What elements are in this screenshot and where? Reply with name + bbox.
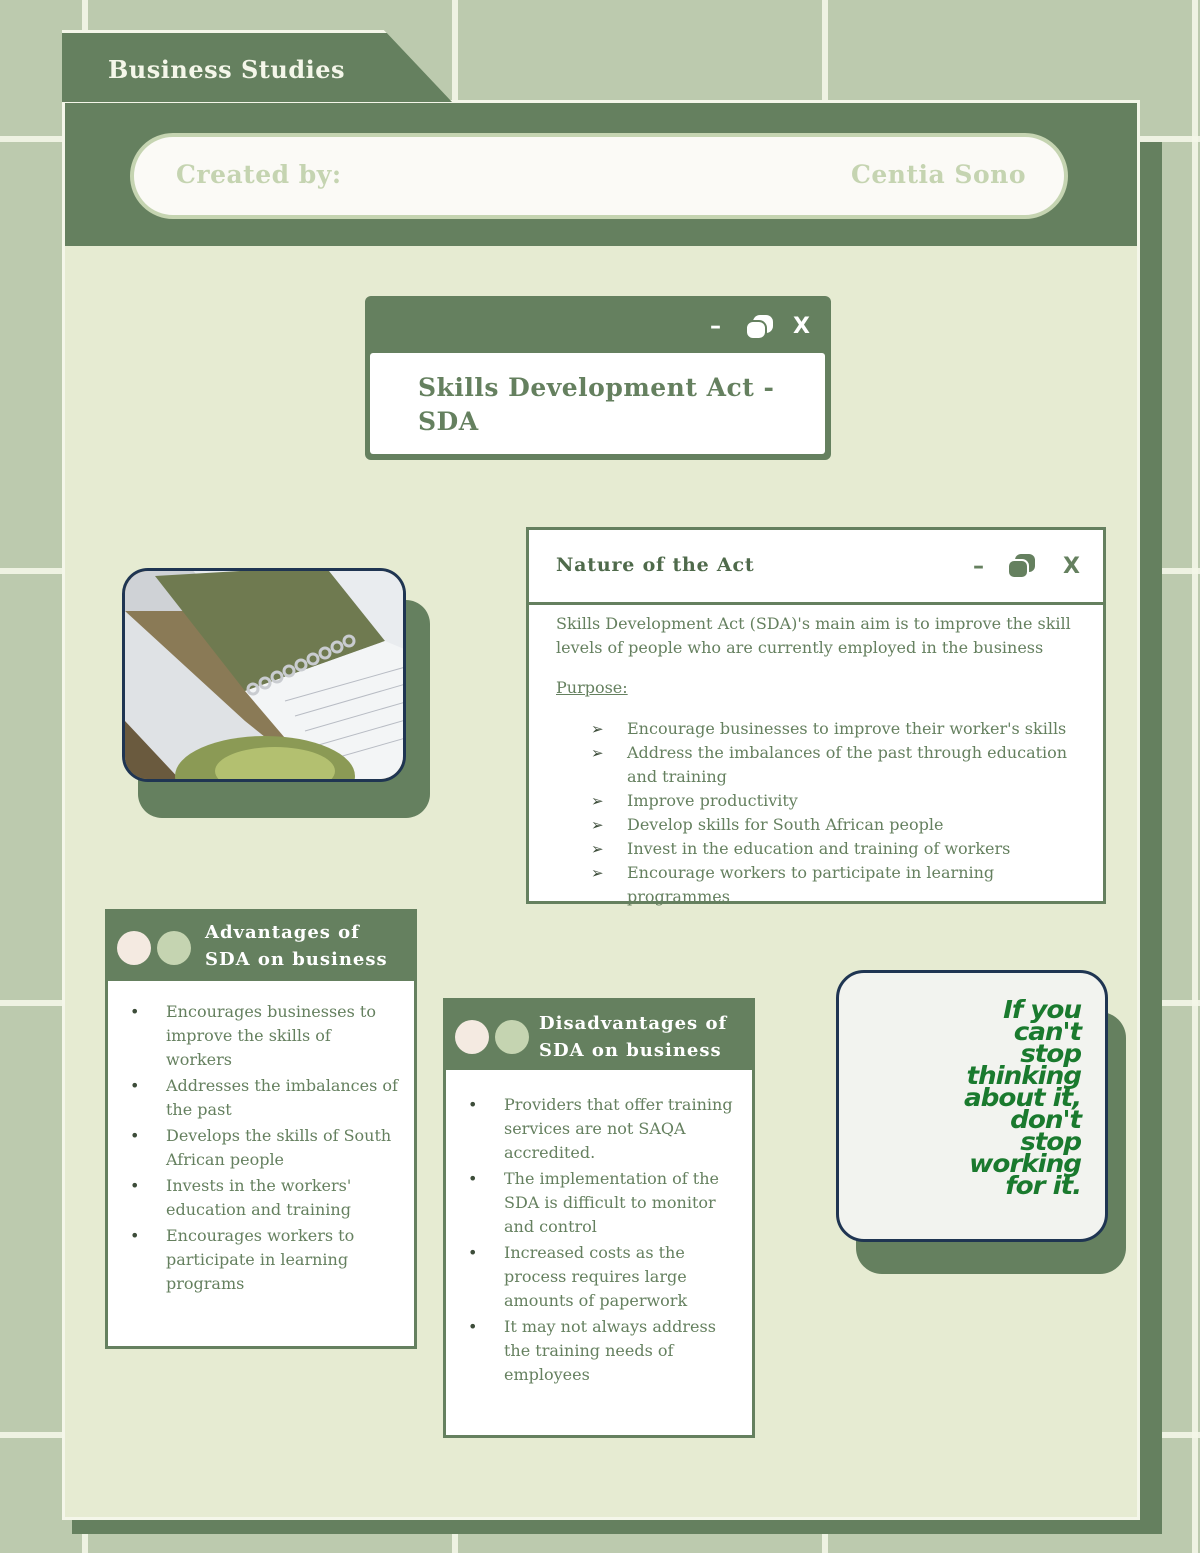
disadvantages-card-header — [443, 998, 755, 1070]
list-item — [591, 813, 1091, 837]
disadvantages-title — [539, 1010, 727, 1064]
list-item: • Invests in the workers' education and training — [130, 1174, 400, 1222]
created-by-label: Created by: — [176, 160, 342, 189]
arrow-bullet-icon: ➢ — [591, 744, 604, 762]
disadvantages-card — [443, 998, 755, 1438]
purpose-list — [591, 717, 1091, 909]
list-item — [591, 837, 1091, 861]
restore-icon[interactable] — [1005, 552, 1039, 586]
list-item: • Encourages workers to participate in learning programs — [130, 1224, 400, 1296]
close-button[interactable]: X — [1063, 554, 1080, 579]
list-item: • Develops the skills of South African people — [130, 1124, 400, 1172]
advantages-card-header — [105, 909, 417, 981]
minimize-button[interactable]: – — [973, 554, 984, 579]
quote-line: If you — [1003, 995, 1081, 1024]
advantages-title-line1: Advantages of — [205, 922, 360, 943]
list-item: • The implementation of the SDA is difficult to monitor and control — [468, 1167, 738, 1239]
dot-icon — [455, 1020, 489, 1054]
purpose-item: Invest in the education and training of workers — [627, 839, 1011, 858]
disadvantages-list — [468, 1093, 738, 1389]
list-item: • Increased costs as the process requires large amounts of paperwork — [468, 1241, 738, 1313]
purpose-item: Encourage workers to participate in learning programmes — [627, 863, 995, 906]
list-item: • Providers that offer training services are not SAQA accredited. — [468, 1093, 738, 1165]
title-window — [365, 296, 831, 460]
purpose-item: Develop skills for South African people — [627, 815, 944, 834]
close-button[interactable]: X — [793, 314, 810, 339]
restore-icon[interactable] — [743, 312, 777, 346]
dot-icon — [157, 931, 191, 965]
arrow-bullet-icon: ➢ — [591, 720, 604, 738]
list-item — [591, 789, 1091, 813]
list-item — [591, 741, 1091, 789]
nature-intro: Skills Development Act (SDA)'s main aim is to improve the skill levels of people who are currently employed in the business — [556, 614, 1071, 657]
quote-card — [836, 970, 1108, 1242]
quote-line: stop — [1020, 1039, 1081, 1068]
minimize-button[interactable]: – — [710, 314, 721, 339]
nature-heading: Nature of the Act — [556, 554, 755, 576]
purpose-item: Improve productivity — [627, 791, 798, 810]
list-item — [591, 717, 1091, 741]
arrow-bullet-icon: ➢ — [591, 840, 604, 858]
arrow-bullet-icon: ➢ — [591, 792, 604, 810]
subject-tab-label: Business Studies — [108, 55, 346, 84]
disadvantages-title-line2: SDA on business — [539, 1040, 722, 1061]
advantages-card — [105, 909, 417, 1349]
list-item: • Addresses the imbalances of the past — [130, 1074, 400, 1122]
purpose-item: Encourage businesses to improve their worker's skills — [627, 719, 1067, 738]
notebook-photo — [122, 568, 406, 782]
author-name: Centia Sono — [850, 160, 1026, 189]
list-item: • Encourages businesses to improve the skills of workers — [130, 1000, 400, 1072]
purpose-item: Address the imbalances of the past through education and training — [627, 743, 1068, 786]
purpose-label: Purpose: — [556, 678, 628, 697]
nature-window — [526, 527, 1106, 904]
notebook-photo-image — [125, 571, 406, 782]
advantages-title-line2: SDA on business — [205, 949, 388, 970]
quote-line: for it. — [1005, 1171, 1081, 1200]
quote-line: don't — [1010, 1105, 1081, 1134]
advantages-title — [205, 919, 388, 973]
arrow-bullet-icon: ➢ — [591, 864, 604, 882]
arrow-bullet-icon: ➢ — [591, 816, 604, 834]
quote-line: can't — [1013, 1017, 1081, 1046]
quote-line: thinking — [966, 1061, 1081, 1090]
page-title: Skills Development Act - SDA — [418, 373, 775, 436]
disadvantages-title-line1: Disadvantages of — [539, 1013, 728, 1034]
quote-line: stop — [1020, 1127, 1081, 1156]
nature-window-header — [529, 530, 1103, 605]
quote-line: about it, — [964, 1083, 1081, 1112]
dot-icon — [495, 1020, 529, 1054]
quote-text — [840, 995, 1082, 1200]
quote-line: working — [969, 1149, 1081, 1178]
title-window-body — [370, 353, 825, 454]
advantages-list — [130, 1000, 400, 1298]
list-item: • It may not always address the training needs of employees — [468, 1315, 738, 1387]
list-item — [591, 861, 1091, 909]
dot-icon — [117, 931, 151, 965]
